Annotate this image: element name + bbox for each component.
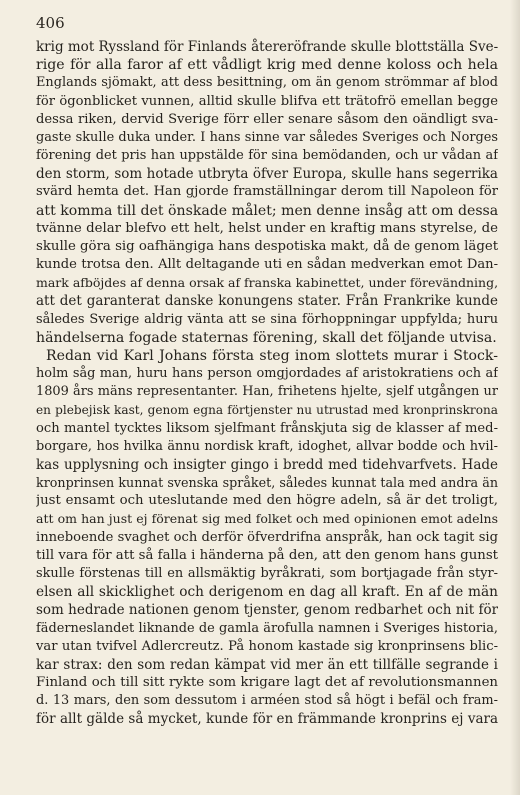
text-line: skulle göra sig oafhängiga hans despotiska makt, då de genom läget [36,238,498,254]
text-line: och mantel tycktes liksom sjelfmant frånskjuta sig de klasser af med- [36,420,498,436]
text-line: kas upplysning och insigter gingo i bredd med tidehvarfvets. Hade [36,456,498,473]
text-line: 1809 års mäns representanter. Han, frihetens hjelte, sjelf utgången ur [36,384,498,400]
text-line: gaste skulle duka under. I hans sinne var således Sveriges och Norges [36,129,498,145]
text-line: att komma till det önskade målet; men denne insåg att om dessa [36,202,498,219]
body-text [36,38,498,729]
text-line: den storm, som hotade utbryta öfver Europa, skulle hans segerrika [36,166,498,183]
text-line: händelserna fogade staternas förening, skall det följande utvisa. [36,329,497,346]
text-line: holm såg man, huru hans person omgjordades af aristokratiens och af [36,366,498,382]
text-line: kunde trotsa den. Allt deltagande uti en sådan medverkan emot Dan- [36,257,498,273]
text-line: svärd hemta det. Han gjorde framställningar derom till Napoleon för [36,184,498,200]
text-line: dessa riken, dervid Sverige förr eller senare såsom den oändligt sva- [36,111,498,127]
text-line: Redan vid Karl Johans första steg inom slottets murar i Stock- [46,347,498,364]
text-line: tvänne delar blefvo ett helt, helst under en kraftig mans styrelse, de [36,220,498,236]
text-line: var utan tvifvel Adlercreutz. På honom kastade sig kronprinsens blic- [36,638,498,654]
text-line: skulle förstenas till en allsmäktig byråkrati, som bortjagade från styr- [36,565,498,581]
text-line: för ögonblicket vunnen, alltid skulle blifva ett trätofrö emellan begge [36,93,498,109]
text-line: mark afböjdes af denna orsak af franska kabinettet, under förevändning, [36,275,498,291]
text-line: Finland och till sitt rykte som krigare lagt det af revolutionsmannen [36,675,498,691]
text-line: förening det pris han uppstälde för sina bemödanden, och ur vådan af [36,148,498,164]
text-line: just ensamt och uteslutande med den högre adeln, så är det troligt, [36,493,498,509]
text-line: borgare, hos hvilka ännu nordisk kraft, idoghet, allvar bodde och hvil- [36,438,498,454]
text-line: till vara för att så falla i händerna på den, att den genom hans gunst [36,547,498,563]
text-line: en plebejisk kast, genom egna förtjenster nu utrustad med kronprinskrona [36,403,498,418]
text-line: att det garanterat danske konungens stater. Från Frankrike kunde [36,293,498,310]
text-line: d. 13 mars, den som dessutom i arméen stod så högt i befäl och fram- [36,693,498,709]
text-line: krig mot Ryssland för Finlands återeröfrande skulle blottställa Sve- [36,39,498,55]
page-edge-shadow [510,0,520,795]
text-line: således Sverige aldrig vänta att se sina förhoppningar uppfylda; huru [36,311,498,327]
text-line: att om han just ej förenat sig med folket och med opinionen emot adelns [36,511,498,527]
text-line: för allt gälde så mycket, kunde för en främmande kronprins ej vara [36,711,498,728]
text-line: Englands sjömakt, att dess besittning, om än genom strömmar af blod [36,75,498,91]
text-line: som hedrade nationen genom tjenster, genom redbarhet och nit för [36,602,498,619]
text-line: fäderneslandet liknande de gamla ärofulla namnen i Sveriges historia, [36,620,498,636]
text-line: elsen all skicklighet och derigenom en dag all kraft. En af de män [36,584,498,601]
text-line: kar strax: den som redan kämpat vid mer än ett tillfälle segrande i [36,656,498,673]
page-number: 406 [36,14,65,32]
text-line: rige för alla faror af ett vådligt krig med denne koloss och hela [36,57,498,74]
text-line: inneboende svaghet och derför öfverdrifna anspråk, han ock tagit sig [36,529,498,545]
text-line: kronprinsen kunnat svenska språket, således kunnat tala med andra än [36,475,498,491]
